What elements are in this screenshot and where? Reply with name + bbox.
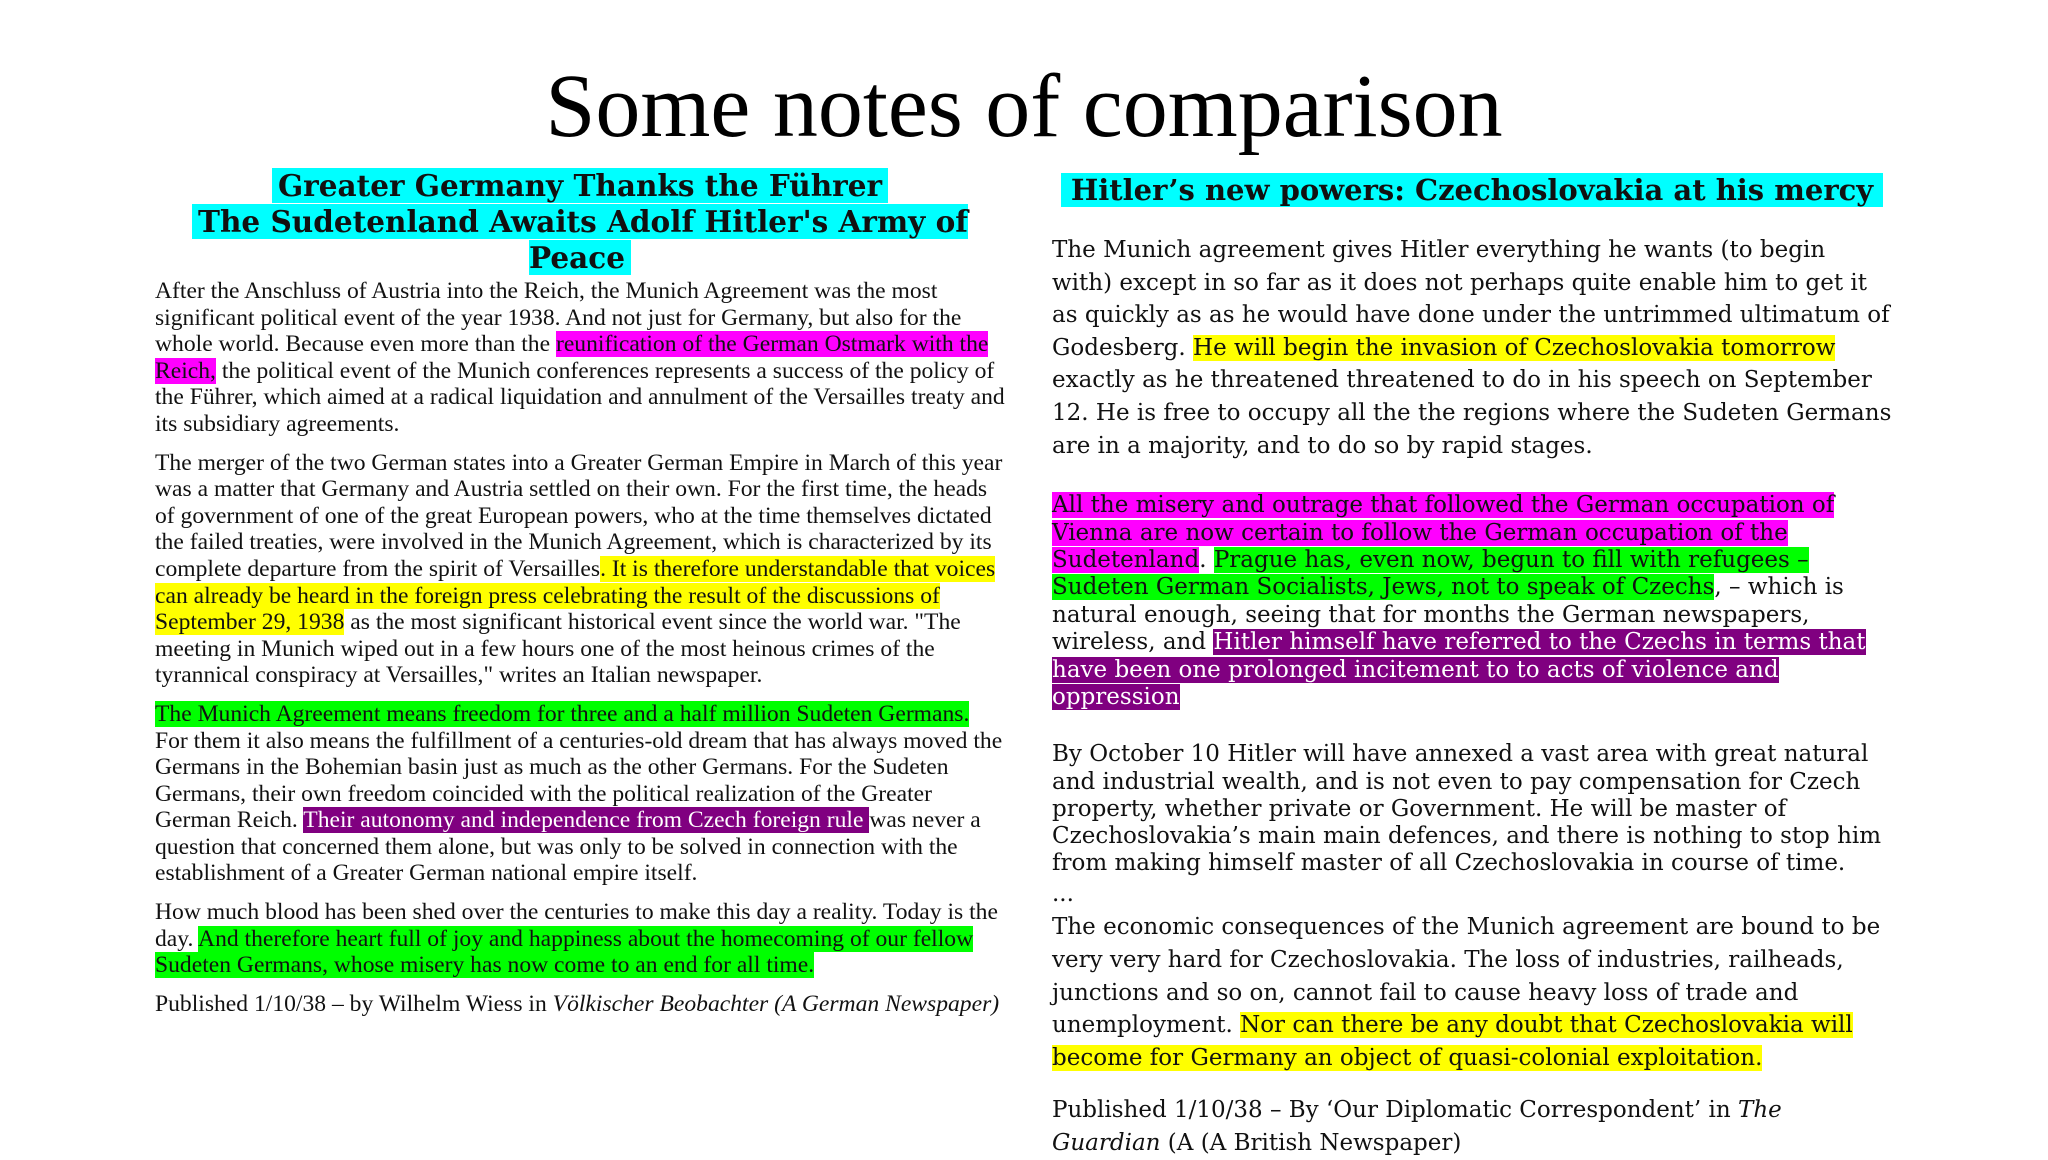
highlight-yellow: He will begin the invasion of Czechoslovakia tomorrow xyxy=(1193,334,1836,361)
left-headline xyxy=(155,168,1005,276)
left-paragraph-1: After the Anschluss of Austria into the Reich, the Munich Agreement was the most significant political event of the year 1938. And not just for Germany, but also for the whole world. Because even more than the reunification of the German Ostmark with the Reich, the political event of the Munich conferences represents a success of the policy of the Führer, which aimed at a radical liquidation and annulment of the Versailles treaty and its subsidiary agreements. xyxy=(155,278,1005,437)
right-ellipsis: ... xyxy=(1052,881,1074,908)
right-paragraph-2: All the misery and outrage that followed the German occupation of Vienna are now certain to follow the German occupation of the Sudetenland. Prague has, even now, begun to fill with refugees – Sudeten German Socialists, Jews, not to speak of Czechs, – which is natural enough, seeing that for months the German newspapers, wireless, and Hitler himself have referred to the Czechs in terms that have been one prolonged incitement to to acts of violence and oppression xyxy=(1052,492,1866,710)
left-article xyxy=(155,168,1005,1029)
left-paragraph-2: The merger of the two German states into a Greater German Empire in March of this year was a matter that Germany and Austria settled on their own. For the first time, the heads of government of one of the great European powers, who at the time themselves dictated the failed treaties, were involved in the Munich Agreement, which is characterized by its complete departure from the spirit of Versailles. It is therefore understandable that voices can already be heard in the foreign press celebrating the result of the discussions of September 29, 1938 as the most significant historical event since the world war. "The meeting in Munich wiped out in a few hours one of the most heinous crimes of the tyrannical conspiracy at Versailles," writes an Italian newspaper. xyxy=(155,449,1003,689)
highlight-purple: Hitler himself have referred to the Czechs in terms that have been one prolonged incitement to to acts of violence and oppression xyxy=(1052,629,1866,710)
highlight-magenta: All the misery and outrage that followed the German occupation of Vienna are now certain to follow the German occupation of the Sudetenland xyxy=(1052,492,1835,573)
right-paragraph-3: By October 10 Hitler will have annexed a vast area with great natural and industrial wealth, and is not even to pay compensation for Czech property, whether private or Government. He will be master of Czechoslovakia’s main main defences, and there is nothing to stop him from making himself master of all Czechoslovakia in course of time. xyxy=(1052,741,1882,877)
right-publication-credit: Published 1/10/38 – By ‘Our Diplomatic Correspondent’ in The Guardian (A (A British Newspaper) xyxy=(1052,1097,1782,1156)
right-headline-text: Hitler’s new powers: Czechoslovakia at his mercy xyxy=(1061,173,1883,207)
left-paragraph-4: How much blood has been shed over the centuries to make this day a reality. Today is the day. And therefore heart full of joy and happiness about the homecoming of our fellow Sudeten Germans, whose misery has now come to an end for all time. xyxy=(155,899,998,979)
left-publication-credit: Published 1/10/38 – by Wilhelm Wiess in Völkischer Beobachter (A German Newspaper) xyxy=(155,990,1000,1017)
highlight-green: And therefore heart full of joy and happiness about the homecoming of our fellow Sudeten Germans, whose misery has now come to an end for all time. xyxy=(155,925,974,979)
right-headline xyxy=(1052,168,1892,212)
left-headline-line-1: Greater Germany Thanks the Führer xyxy=(272,168,888,203)
highlight-yellow: . It is therefore understandable that voices can already be heard in the foreign press celebrating the result of the discussions of September 29, 1938 xyxy=(155,555,996,636)
left-paragraph-3: The Munich Agreement means freedom for three and a half million Sudeten Germans. For them it also means the fulfillment of a centuries-old dream that has always moved the Germans in the Bohemian basin just as much as the other Germans. For the Sudeten Germans, their own freedom coincided with the political realization of the Greater German Reich. Their autonomy and independence from Czech foreign rule was never a question that concerned them alone, but was only to be solved in connection with the establishment of a Greater German national empire itself. xyxy=(155,700,1003,887)
right-article xyxy=(1052,168,1892,1160)
highlight-magenta: reunification of the German Ostmark with the Reich, xyxy=(155,331,989,384)
left-headline-line-2: The Sudetenland Awaits Adolf Hitler's Army of Peace xyxy=(192,204,968,275)
highlight-green: Prague has, even now, begun to fill with refugees – Sudeten German Socialists, Jews, not to speak of Czechs xyxy=(1052,546,1809,601)
highlight-yellow: Nor can there be any doubt that Czechoslovakia will become for Germany an object of quasi-colonial exploitation. xyxy=(1052,1012,1853,1071)
right-paragraph-1: The Munich agreement gives Hitler everything he wants (to begin with) except in so far as it does not perhaps quite enable him to get it as quickly as as he would have done under the untrimmed ultimatum of Godesberg. He will begin the invasion of Czechoslovakia tomorrow exactly as he threatened threatened to do in his speech on September 12. He is free to occupy all the the regions where the Sudeten Germans are in a majority, and to do so by rapid stages. xyxy=(1052,237,1892,459)
highlight-green: The Munich Agreement means freedom for three and a half million Sudeten Germans. xyxy=(155,700,970,727)
highlight-purple: Their autonomy and independence from Czech foreign rule xyxy=(303,807,870,834)
right-paragraph-4: The economic consequences of the Munich agreement are bound to be very very hard for Czechoslovakia. The loss of industries, railheads, junctions and so on, cannot fail to cause heavy loss of trade and unemployment. Nor can there be any doubt that Czechoslovakia will become for Germany an object of quasi-colonial exploitation. xyxy=(1052,914,1881,1071)
slide-title: Some notes of comparison xyxy=(545,57,1503,156)
